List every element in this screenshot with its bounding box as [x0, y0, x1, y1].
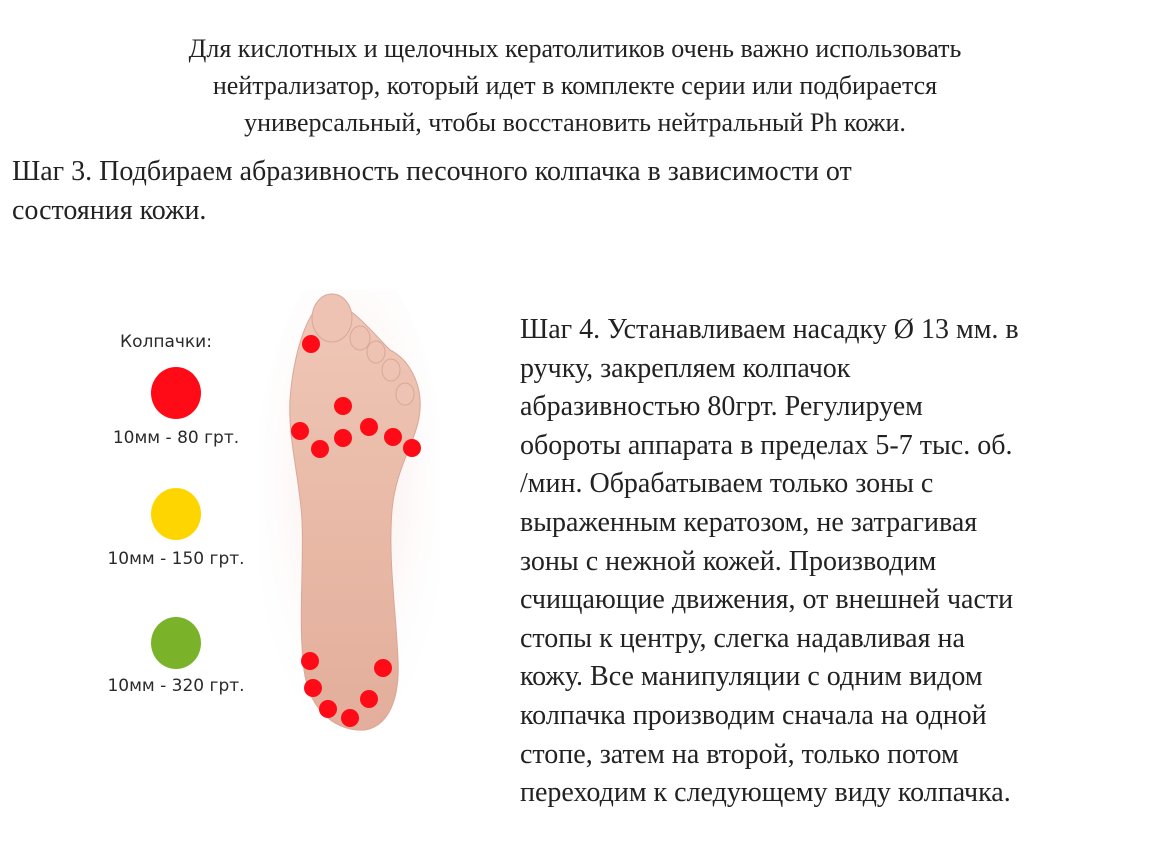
intro-line: универсальный, чтобы восстановить нейтральный Ph кожи.	[244, 108, 906, 137]
legend-title: Колпачки:	[120, 332, 212, 352]
step4-line: зоны с нежной кожей. Производим	[520, 545, 937, 577]
step4-line: /мин. Обрабатываем только зоны с	[520, 468, 934, 500]
step4-line: колпачка производим сначала на одной	[520, 699, 987, 731]
step4-line: абразивностью 80грт. Регулируем	[520, 391, 923, 423]
step4-line: стопе, затем на второй, только потом	[520, 738, 959, 770]
step4-line: ручку, закрепляем колпачок	[520, 352, 851, 384]
marker-dot	[403, 439, 421, 457]
marker-dot	[319, 700, 337, 718]
intro-line: Для кислотных и щелочных кератолитиков очень важно использовать	[188, 34, 962, 63]
intro-text	[30, 30, 1120, 141]
step4-line: обороты аппарата в пределах 5-7 тыс. об.	[520, 429, 1013, 461]
yellow-cap-swatch	[151, 488, 201, 540]
marker-dot	[360, 418, 378, 436]
marker-dot	[341, 709, 359, 727]
marker-dot	[302, 335, 320, 353]
marker-dot	[360, 690, 378, 708]
step4-line: стопы к центру, слегка надавливая на	[520, 622, 965, 654]
red-cap-label: 10мм - 80 грт.	[112, 428, 240, 448]
step3-line: Шаг 3. Подбираем абразивность песочного колпачка в зависимости от	[12, 156, 852, 187]
step3-line: состояния кожи.	[12, 195, 207, 226]
marker-dot	[384, 428, 402, 446]
marker-dot	[334, 397, 352, 415]
green-cap-swatch	[151, 617, 201, 669]
step4-line: Шаг 4. Устанавливаем насадку Ø 13 мм. в	[520, 314, 1019, 345]
step4-line: счищающие движения, от внешней части	[520, 584, 1014, 616]
red-cap-swatch	[151, 367, 201, 419]
green-cap-label: 10мм - 320 грт.	[107, 676, 245, 696]
step3-text	[12, 152, 1112, 230]
intro-line: нейтрализатор, который идет в комплекте серии или подбирается	[212, 71, 938, 100]
step4-text	[520, 311, 1130, 813]
marker-dot	[311, 440, 329, 458]
yellow-cap-label: 10мм - 150 грт.	[107, 549, 245, 569]
marker-dot	[374, 659, 392, 677]
marker-dot	[334, 429, 352, 447]
step4-line: выраженным кератозом, не затрагивая	[520, 506, 978, 538]
foot-sole-image	[260, 290, 440, 735]
marker-dot	[291, 422, 309, 440]
marker-dot	[301, 652, 319, 670]
step4-line: кожу. Все манипуляции с одним видом	[520, 661, 983, 693]
marker-dot	[304, 679, 322, 697]
step4-line: переходим к следующему виду колпачка.	[520, 777, 1011, 809]
